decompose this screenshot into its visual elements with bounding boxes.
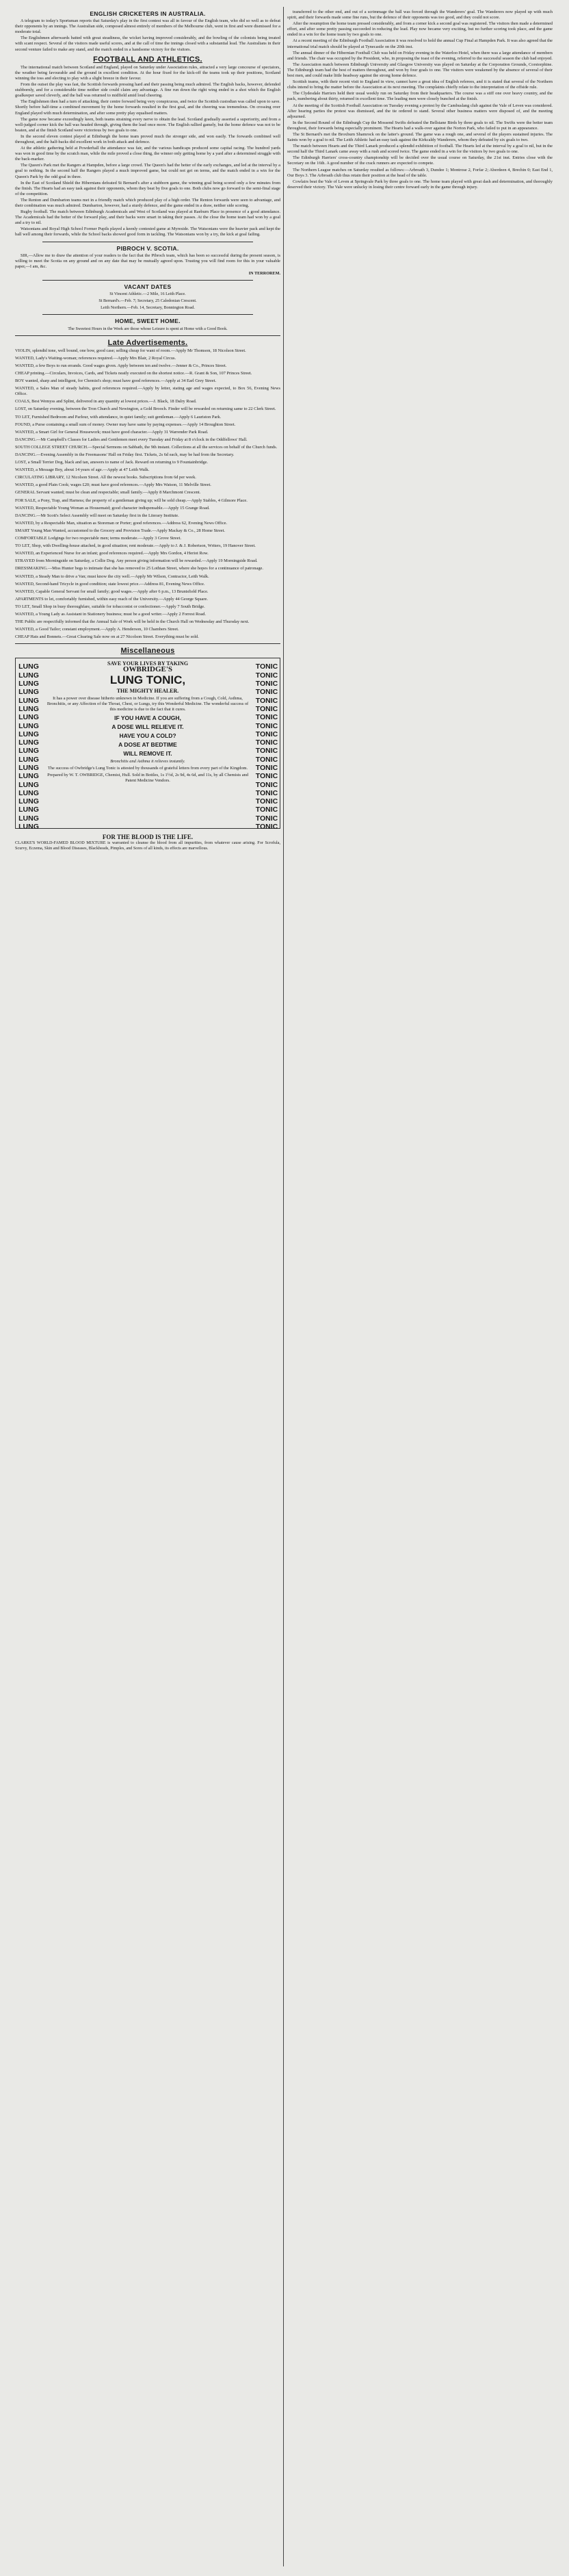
side-tonic-word: TONIC xyxy=(255,738,278,747)
owbridge-subtitle: THE MIGHTY HEALER. xyxy=(116,688,179,695)
side-tonic-word: TONIC xyxy=(255,696,278,705)
classified-ad: THE Public are respectfully informed that the Annual Sale of Work will be held in the Church Hall on Wednesday and Thursday next. xyxy=(15,619,250,625)
side-lung-word: LUNG xyxy=(18,662,39,671)
side-tonic-word: TONIC xyxy=(255,788,278,797)
owbridge-title: LUNG TONIC, xyxy=(109,673,186,687)
classified-ad: WANTED, Lady's Waiting-woman; references required.—Apply Mrs Blair, 2 Royal Circus. xyxy=(15,355,176,361)
football-article xyxy=(15,65,280,238)
football-paragraph: Watsonians and Royal High School Former Pupils played a keenly contested game at Myreside. The Watsonians were the heavier pack and kept the ball well among their forwards, while the School backs showed good form in tackling. The Watsonians won by a try, the kick at goal failing. xyxy=(15,227,280,237)
classified-ad: SMART Young Man Wanted, accustomed to the Grocery and Provision Trade.—Apply Mackay & Co., 28 Home Street. xyxy=(15,528,226,533)
classified-ad: APARTMENTS to let, comfortably furnished, within easy reach of the University.—Apply 44 George Square. xyxy=(15,596,208,602)
blood-mixture-body: CLARKE'S WORLD-FAMED BLOOD MIXTURE is warranted to cleanse the blood from all impurities, from whatever cause arising. For Scrofula, Scurvy, Eczema, Skin and Blood Diseases, Blackheads, Pimples, and Sores of all kinds, its effects are marvellous. xyxy=(15,840,280,851)
classified-ad: WANTED, a Message Boy, about 14 years of age.—Apply at 47 Leith Walk. xyxy=(15,467,150,473)
classified-ad: COALS, Best Wemyss and Splint, delivered in any quantity at lowest prices.—J. Black, 18 Dalry Road. xyxy=(15,399,197,404)
classified-ad: DANCING.—Mr Scott's Select Assembly will meet on Saturday first in the Literary Institute. xyxy=(15,513,179,518)
classified-ad: WANTED, by a Respectable Man, situation as Storeman or Porter; good references.—Address 62, Evening News Office. xyxy=(15,520,228,526)
side-tonic-word: TONIC xyxy=(255,755,278,764)
owbridge-cold-line: HAVE YOU A COLD? xyxy=(119,732,176,740)
sporting-letter-heading: PIBROCH V. SCOTIA. xyxy=(116,244,179,252)
owbridge-note: Bronchitis and Asthma it relieves instantly. xyxy=(110,759,185,764)
sporting-letter-signature: IN TERROREM. xyxy=(248,270,280,276)
side-tonic-word: TONIC xyxy=(255,814,278,823)
classified-ad: WANTED, an Experienced Nurse for an infant; good references required.—Apply Mrs Gordon, 4 Heriot Row. xyxy=(15,551,209,556)
side-lung-word: LUNG xyxy=(18,730,39,738)
side-lung-word: LUNG xyxy=(18,696,39,705)
classified-ad: FOR SALE, a Pony, Trap, and Harness; the property of a gentleman giving up; will be sold cheap.—Apply Stables, 4 Gilmore Place. xyxy=(15,498,248,503)
classified-ad: DANCING.—Evening Assembly in the Freemasons' Hall on Friday first. Tickets, 2s 6d each, may be had from the Secretary. xyxy=(15,452,235,457)
classified-ad: CIRCULATING LIBRARY, 12 Nicolson Street. All the newest books. Subscriptions from 6d per week. xyxy=(15,475,196,480)
side-tonic-word: TONIC xyxy=(255,662,278,671)
divider xyxy=(42,280,253,281)
vacant-dates-heading: VACANT DATES xyxy=(124,283,172,291)
home-sweet-home-body: The Sweetest Hours in the Week are those whose Leisure is spent at Home with a Good Book. xyxy=(68,326,228,331)
right-paragraph: After the resumption the home team pressed considerably, and from a corner kick a second goal was registered. The visitors then made a determined effort, and after some pretty passing succeeded in reducing the lead. Play now became very exciting, but no further scoring took place, and the game ended in a win for the home team by two goals to one. xyxy=(287,21,553,38)
right-paragraph: Cowlairs beat the Vale of Leven at Springvale Park by three goals to one. The home team played with great dash and determination, and thoroughly deserved their victory. The Vale were unlucky in losing their centre forward early in the game through injury. xyxy=(287,179,553,190)
classified-ad: WANTED, Respectable Young Woman as Housemaid; good character indispensable.—Apply 15 Grange Road. xyxy=(15,505,210,511)
football-paragraph: The Renton and Dumbarton teams met in a friendly match which produced play of a high order. The Renton forwards were seen to advantage, and their combination was much admired. Dumbarton, however, had a sturdy defence, and the game ended in a draw, neither side scoring. xyxy=(15,197,280,208)
football-paragraph: The game now became exceedingly keen, both teams straining every nerve to obtain the lead. Scotland gradually asserted a superiority, and from a well-judged corner kick the ball was headed through, giving them the lead once more. The English rallied gamely, but the home defence was not to be beaten, and at the finish Scotland were victorious by two goals to one. xyxy=(15,116,280,133)
classified-ad: WANTED, Second-hand Tricycle in good condition; state lowest price.—Address 81, Evening News Office. xyxy=(15,581,205,587)
side-lung-word: LUNG xyxy=(18,688,39,697)
cricket-heading: ENGLISH CRICKETERS IN AUSTRALIA. xyxy=(90,10,206,17)
miscellaneous-heading: Miscellaneous xyxy=(120,647,175,656)
side-lung-word: LUNG xyxy=(18,738,39,747)
side-lung-column xyxy=(17,662,40,831)
football-paragraph: In the second eleven contest played at Edinburgh the home team proved much the stronger side, and won easily. The forwards combined well throughout, and the half-backs did excellent work in both attack and defence. xyxy=(15,133,280,144)
owbridge-cold-line: A DOSE AT BEDTIME xyxy=(118,741,177,749)
football-paragraph: The Englishmen then had a turn of attacking, their centre forward being very conspicuous, and twice the Scottish custodian was called upon to save. Shortly before half-time a combined movement by the home forwards resulted in the first goal, and the cheering was tremendous. On crossing over England played with much determination, and after some pretty play equalised matters. xyxy=(15,99,280,116)
side-tonic-word: TONIC xyxy=(255,704,278,713)
vacant-date-line: St Vincent Athletic.—2 Mile, 16 Leith Place. xyxy=(109,292,186,297)
football-paragraph: The international match between Scotland and England, played on Saturday under Association rules, attracted a very large concourse of spectators, the weather being favourable and the ground in excellent condition. At the hour fixed for the kick-off the teams took up their positions, Scotland winning the toss and electing to play with a slight breeze in their favour. xyxy=(15,64,280,81)
side-lung-word: LUNG xyxy=(18,713,39,722)
football-heading: FOOTBALL AND ATHLETICS. xyxy=(93,55,202,64)
classified-ad: LOST, on Saturday evening, between the Tron Church and Newington, a Gold Brooch. Finder will be rewarded on returning same to 22 Clerk Street. xyxy=(15,407,276,412)
column-rule xyxy=(283,7,284,2566)
divider xyxy=(15,335,280,336)
right-paragraph: The Clydesdale Harriers held their usual weekly run on Saturday from their headquarters. The course was a stiff one over heavy country, and the pack, numbering about thirty, returned in excellent time. The leading men were closely bunched at the finish. xyxy=(287,91,553,102)
classified-ad: WANTED, a Smart Girl for General Housework; must have good character.—Apply 31 Warrender Park Road. xyxy=(15,429,209,435)
side-tonic-word: TONIC xyxy=(255,747,278,756)
football-paragraph: At the athletic gathering held at Powderhall the attendance was fair, and the various handicaps produced some capital racing. The hundred yards was won in good time by the scratch man, while the mile proved a close thing, the winner only getting home by a yard after a determined struggle with the back-marker. xyxy=(15,146,280,162)
side-lung-word: LUNG xyxy=(18,823,39,832)
side-tonic-word: TONIC xyxy=(255,688,278,697)
side-lung-word: LUNG xyxy=(18,806,39,814)
classified-ad: LOST, a Small Terrier Dog, black and tan, answers to name of Jack. Reward on returning to 9 Fountainbridge. xyxy=(15,460,209,465)
right-paragraph: The Edinburgh Harriers' cross-country championship will be decided over the usual course on Saturday, the 21st inst. Entries close with the Secretary on the 16th. A good number of the crack runners are expected to compete. xyxy=(287,155,553,166)
right-column xyxy=(287,10,553,2553)
classified-ad: WANTED, Capable General Servant for small family; good wages.—Apply after 6 p.m., 13 Bruntsfield Place. xyxy=(15,589,209,594)
classified-ad: WANTED, a good Plain Cook; wages £20; must have good references.—Apply Mrs Watson, 11 Melville Street. xyxy=(15,482,211,488)
classified-ad: FOUND, a Purse containing a small sum of money. Owner may have same by paying expenses.—Apply 14 Broughton Street. xyxy=(15,422,236,427)
side-tonic-word: TONIC xyxy=(255,713,278,722)
right-paragraph: At a recent meeting of the Edinburgh Football Association it was resolved to hold the annual Cup Final at Hampden Park. It was also agreed that the international trial match should be played at Tynecastle on the 20th inst. xyxy=(287,38,553,49)
classified-ad: TO LET, Shop, with Dwelling-house attached, in good situation; rent moderate.—Apply to J. & J. Robertson, Writers, 19 Hanover Street. xyxy=(15,543,256,549)
cricket-article xyxy=(15,18,280,53)
divider xyxy=(15,643,280,644)
right-column-article xyxy=(287,10,553,190)
classified-ad: SOUTH COLLEGE STREET CHURCH.—Special Sermons on Sabbath, the 9th instant. Collections at all the services on behalf of the Church funds. xyxy=(15,444,278,450)
owbridge-lung-tonic-ad xyxy=(15,658,280,832)
football-paragraph: From the outset the play was fast, the Scottish forwards pressing hard and their passing being much admired. The English backs, however, defended stubbornly, and for a considerable time neither side could claim any advantage. A fine run down the right wing ended in a shot which the English goalkeeper saved cleverly, and the ball was returned to midfield amid loud cheering. xyxy=(15,82,280,99)
side-tonic-word: TONIC xyxy=(255,772,278,781)
right-paragraph: The Association match between Edinburgh University and Glasgow University was played on Saturday at the Corporation Grounds, Corstorphine. The Edinburgh team had the best of matters throughout, and won by four goals to one. The visitors were weakened by the absence of several of their best men, and could make little headway against the strong home defence. xyxy=(287,62,553,79)
side-tonic-word: TONIC xyxy=(255,671,278,680)
classified-ad: WANTED, a Sales Man of steady habits, good references required.—Apply by letter, stating age and wages expected, to Box 56, Evening News Office. xyxy=(15,386,280,397)
cricket-paragraph: A telegram to today's Sportsman reports that Saturday's play in the first contest was all in favour of the English team, who did so well as to defeat their opponents by an innings. The Australian side, composed almost entirely of members of the Melbourne club, went in first and were dismissed for a moderate total. xyxy=(15,18,280,35)
side-lung-word: LUNG xyxy=(18,671,39,680)
owbridge-prepared: Prepared by W. T. OWBRIDGE, Chemist, Hull. Sold in Bottles, 1s 1½d, 2s 9d, 4s 6d, and 11s, by all Chemists and Patent Medicine Vendors. xyxy=(47,773,248,784)
side-tonic-word: TONIC xyxy=(255,764,278,772)
right-paragraph: The annual dinner of the Hibernian Football Club was held on Friday evening in the Waterloo Hotel, when there was a large attendance of members and friends. The chair was occupied by the President, who, in proposing the toast of the evening, referred to the successful season the club had enjoyed. xyxy=(287,50,553,61)
classified-ad: VIOLIN, splendid tone, well bound, one bow, good case; selling cheap for want of room.—Apply Mr Thomson, 18 Nicolson Street. xyxy=(15,348,246,353)
side-lung-word: LUNG xyxy=(18,704,39,713)
side-tonic-word: TONIC xyxy=(255,797,278,806)
side-lung-word: LUNG xyxy=(18,772,39,781)
classified-ad: TO LET, Furnished Bedroom and Parlour, with attendance, in quiet family; suit gentleman.—Apply 6 Lauriston Park. xyxy=(15,414,222,420)
football-paragraph: In the East of Scotland Shield the Hibernians defeated St Bernard's after a stubborn game, the winning goal being scored only a few minutes from the finish. The Hearts had an easy task against their opponents, whom they beat by five goals to one. Both clubs now go forward to the semi-final stage of the competition. xyxy=(15,180,280,196)
side-tonic-word: TONIC xyxy=(255,780,278,789)
side-lung-word: LUNG xyxy=(18,747,39,756)
left-column xyxy=(15,10,280,2553)
classified-ad: DANCING.—Mr Campbell's Classes for Ladies and Gentlemen meet every Tuesday and Friday at 8 o'clock in the Oddfellows' Hall. xyxy=(15,437,248,442)
late-advertisements-heading: Late Advertisements. xyxy=(107,338,188,347)
classified-ad: WANTED, a Steady Man to drive a Van; must know the city well.—Apply Mr Wilson, Contractor, Leith Walk. xyxy=(15,574,209,579)
classified-ads xyxy=(15,348,280,641)
classified-ad: STRAYED from Morningside on Saturday, a Collie Dog. Any person giving information will be rewarded.—Apply 19 Morningside Road. xyxy=(15,558,258,564)
right-paragraph: In the Second Round of the Edinburgh Cup the Mossend Swifts defeated the Bellstane Birds by three goals to nil. The Swifts were the better team throughout, their forwards being especially prominent. The Hearts had a walk-over against the Norton Park, who failed to put in an appearance. xyxy=(287,120,553,131)
classified-ad: WANTED, a few Boys to run errands. Good wages given. Apply between ten and twelve.—Jenner & Co., Princes Street. xyxy=(15,363,227,368)
right-paragraph: The St Bernard's met the Broxburn Shamrock on the latter's ground. The game was a rough one, and several of the players sustained injuries. The Saints won by a goal to nil. The Leith Athletic had an easy task against the Kirkcaldy Wanderers, whom they defeated by six goals to two. xyxy=(287,131,553,143)
vacant-date-line: Leith Northern.—Feb. 14, Secretary, Bonnington Road. xyxy=(101,305,195,311)
divider xyxy=(42,314,253,315)
side-lung-word: LUNG xyxy=(18,814,39,823)
right-paragraph: The Northern League matches on Saturday resulted as follows:—Arbroath 3, Dundee 1; Montrose 2, Forfar 2; Aberdeen 4, Brechin 0; East End 1, Our Boys 3. The Arbroath club thus retain their position at the head of the table. xyxy=(287,167,553,178)
owbridge-cold-lines xyxy=(44,714,251,757)
classified-ad: WANTED, a Good Tailor; constant employment.—Apply A. Henderson, 10 Chambers Street. xyxy=(15,627,179,632)
blood-mixture-heading: FOR THE BLOOD IS THE LIFE. xyxy=(102,834,194,841)
side-tonic-word: TONIC xyxy=(255,721,278,730)
side-tonic-word: TONIC xyxy=(255,680,278,688)
vacant-date-line: St Bernard's.—Feb. 7; Secretary, 25 Caledonian Crescent. xyxy=(98,298,197,304)
side-tonic-column xyxy=(255,662,278,831)
side-lung-word: LUNG xyxy=(18,680,39,688)
right-paragraph: transferred to the other end, and out of a scrimmage the ball was forced through the Wanderers' goal. The Wanderers now played up with much spirit, and their forwards made some fine runs, but the defence of their opponents was too good, and they could not score. xyxy=(287,10,553,21)
owbridge-brand: OWBRIDGE'S xyxy=(122,665,173,674)
classified-ad: WANTED, a Young Lady as Assistant in Stationery business; must be a good writer.—Apply 2 Forrest Road. xyxy=(15,611,207,617)
side-lung-word: LUNG xyxy=(18,755,39,764)
side-lung-word: LUNG xyxy=(18,721,39,730)
side-lung-word: LUNG xyxy=(18,780,39,789)
side-tonic-word: TONIC xyxy=(255,806,278,814)
classified-ad: TO LET, Small Shop in busy thoroughfare, suitable for tobacconist or confectioner.—Apply 7 South Bridge. xyxy=(15,604,205,609)
classified-ad: COMFORTABLE Lodgings for two respectable men; terms moderate.—Apply 3 Grove Street. xyxy=(15,536,181,541)
owbridge-top-line: SAVE YOUR LIVES BY TAKING xyxy=(107,660,189,667)
owbridge-description: It has a power over disease hitherto unknown in Medicine. If you are suffering from a Cough, Cold, Asthma, Bronchitis, or any Affection of the Throat, Chest, or Lungs, try this Wonderful Medicine. The wonderful success of this medicine is due to the fact that it cures. xyxy=(47,696,249,712)
football-paragraph: The Queen's Park met the Rangers at Hampden, before a large crowd. The Queen's had the better of the early exchanges, and led at the interval by a goal to nothing. In the second half the Rangers played a much improved game, but could not get on terms, and the match ended in a win for the Queen's Park by the odd goal in three. xyxy=(15,163,280,179)
right-paragraph: At the meeting of the Scottish Football Association on Tuesday evening a protest by the Cambuslang club against the Vale of Leven was considered. After hearing parties the protest was dismissed, and the tie ordered to stand. Several other business matters were disposed of, and the meeting adjourned. xyxy=(287,103,553,119)
classified-ad: GENERAL Servant wanted; must be clean and respectable; small family.—Apply 8 Marchmont Crescent. xyxy=(15,490,201,495)
owbridge-tested: The success of Owbridge's Lung Tonic is attested by thousands of grateful letters from every part of the Kingdom. xyxy=(47,766,248,771)
owbridge-cold-line: IF YOU HAVE A COUGH, xyxy=(114,714,181,722)
right-paragraph: Scottish teams, with their recent visit to England in view, cannot have a great idea of English referees, and it is stated that several of the Northern clubs intend to bring the matter before the Association at its next meeting. The complaints chiefly relate to the interpretation of the offside rule. xyxy=(287,79,553,90)
owbridge-ad-center xyxy=(44,661,251,784)
cricket-paragraph: The Englishmen afterwards batted with great steadiness, the wicket having improved considerably, and the bowling of the colonists being treated with scant respect. Several of the visitors made useful scores, and at the call of time the innings closed with a substantial lead. The Australians in their second venture failed to make any stand, and the match ended in a handsome victory for the visitors. xyxy=(15,36,280,52)
vacant-dates-list xyxy=(15,292,280,311)
side-lung-word: LUNG xyxy=(18,764,39,772)
side-tonic-word: TONIC xyxy=(255,823,278,832)
home-sweet-home-heading: HOME, SWEET HOME. xyxy=(115,318,181,325)
side-lung-word: LUNG xyxy=(18,797,39,806)
side-tonic-word: TONIC xyxy=(255,730,278,738)
classified-ad: BOY wanted, sharp and intelligent, for Chemist's shop; must have good references.—Apply at 34 Earl Grey Street. xyxy=(15,378,217,384)
right-paragraph: The match between Hearts and the Third Lanark produced a splendid exhibition of football. The Hearts led at the interval by a goal to nil, but in the second half the Third Lanark came away with a rush and scored twice. The game ended in a win for the visitors by two goals to one. xyxy=(287,144,553,155)
sporting-letter-body: SIR,—Allow me to draw the attention of your readers to the fact that the Pibroch team, which has been so successful during the present season, is willing to meet the Scotia on any ground and on any date that may be mutually agreed upon. Trusting you will find room for this in your valuable paper,—I am, &c. xyxy=(15,253,280,269)
classified-ad: CHEAP printing.—Circulars, Invoices, Cards, and Tickets neatly executed on the shortest notice.—R. Grant & Son, 107 Princes Street. xyxy=(15,370,252,376)
side-lung-word: LUNG xyxy=(18,788,39,797)
classified-ad: CHEAP Hats and Bonnets.—Great Clearing Sale now on at 27 Nicolson Street. Everything must be sold. xyxy=(15,634,199,640)
classified-ad: DRESSMAKING.—Miss Hunter begs to intimate that she has removed to 25 Lothian Street, where she hopes for a continuance of patronage. xyxy=(15,566,263,571)
owbridge-cold-line: A DOSE WILL RELIEVE IT. xyxy=(111,723,184,731)
football-paragraph: Rugby football. The match between Edinburgh Academicals and West of Scotland was played at Raeburn Place in presence of a good attendance. The Academicals had the better of the forward play, and their backs were smart in taking their passes. At the close the home team had won by a goal and a try to nil. xyxy=(15,209,280,226)
owbridge-cold-line: WILL REMOVE IT. xyxy=(123,750,172,758)
